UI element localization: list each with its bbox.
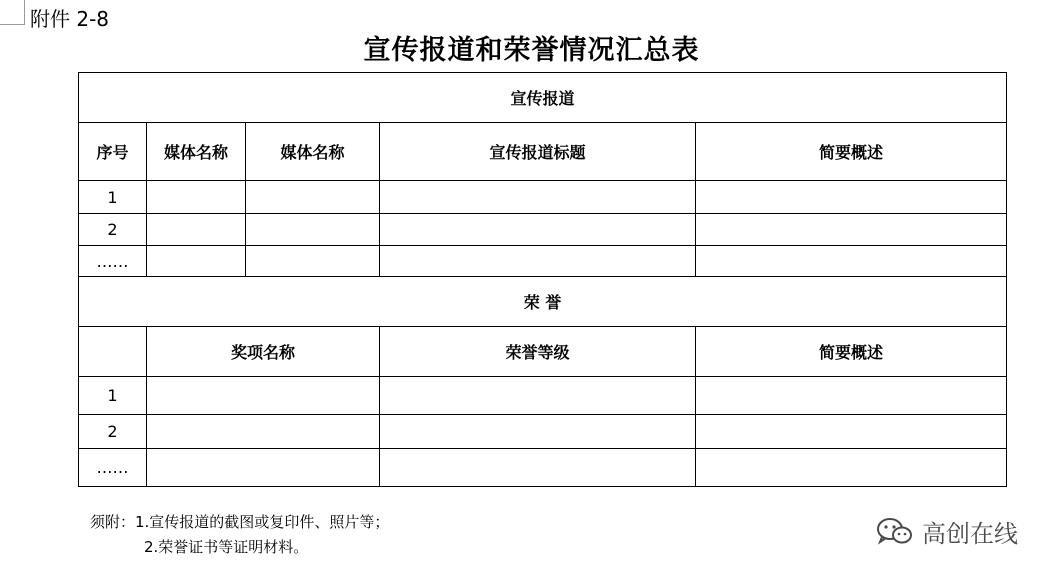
table-cell[interactable] xyxy=(147,377,380,415)
table-cell[interactable] xyxy=(380,181,696,214)
table-cell[interactable] xyxy=(147,214,246,246)
row-index: 1 xyxy=(79,181,147,214)
column-header-media-name-2: 媒体名称 xyxy=(246,123,380,181)
table-cell[interactable] xyxy=(696,246,1007,277)
table-cell[interactable] xyxy=(696,415,1007,449)
column-header-summary: 简要概述 xyxy=(696,123,1007,181)
publicity-section-header: 宣传报道 xyxy=(79,73,1007,123)
watermark-text: 高创在线 xyxy=(922,520,1018,548)
table-cell[interactable] xyxy=(147,181,246,214)
column-header-report-title: 宣传报道标题 xyxy=(380,123,696,181)
table-row xyxy=(79,246,1007,277)
column-header-award-name: 奖项名称 xyxy=(147,327,380,377)
table-cell[interactable] xyxy=(696,214,1007,246)
footnote-line-2: 2.荣誉证书等证明材料。 xyxy=(144,538,309,556)
row-index: …… xyxy=(79,246,147,277)
table-cell[interactable] xyxy=(147,449,380,487)
column-header-index: 序号 xyxy=(79,123,147,181)
table-row xyxy=(79,449,1007,487)
table-cell[interactable] xyxy=(246,214,380,246)
table-cell[interactable] xyxy=(696,181,1007,214)
page-title: 宣传报道和荣誉情况汇总表 xyxy=(363,35,700,66)
table-row xyxy=(79,415,1007,449)
table-cell[interactable] xyxy=(380,415,696,449)
table-cell[interactable] xyxy=(696,449,1007,487)
footnote-line-1: 须附：1.宣传报道的截图或复印件、照片等； xyxy=(90,513,390,531)
row-index: 2 xyxy=(79,214,147,246)
honors-section-header: 荣 誉 xyxy=(79,277,1007,327)
row-index: 1 xyxy=(79,377,147,415)
row-index: …… xyxy=(79,449,147,487)
table-row xyxy=(79,181,1007,214)
table-cell[interactable] xyxy=(696,377,1007,415)
column-header-blank xyxy=(79,327,147,377)
table-cell[interactable] xyxy=(380,214,696,246)
corner-crop-mark xyxy=(0,0,25,25)
table-cell[interactable] xyxy=(147,246,246,277)
column-header-summary: 简要概述 xyxy=(696,327,1007,377)
column-header-media-name: 媒体名称 xyxy=(147,123,246,181)
watermark xyxy=(876,514,1018,549)
summary-table xyxy=(78,72,1007,487)
table-cell[interactable] xyxy=(380,449,696,487)
table-row xyxy=(79,214,1007,246)
table-cell[interactable] xyxy=(380,377,696,415)
row-index: 2 xyxy=(79,415,147,449)
table-cell[interactable] xyxy=(380,246,696,277)
wechat-icon xyxy=(876,517,914,547)
table-cell[interactable] xyxy=(147,415,380,449)
table-row xyxy=(79,377,1007,415)
attachment-label: 附件 2-8 xyxy=(30,7,110,31)
table-cell[interactable] xyxy=(246,246,380,277)
footnote xyxy=(90,510,389,560)
table-cell[interactable] xyxy=(246,181,380,214)
column-header-honor-level: 荣誉等级 xyxy=(380,327,696,377)
